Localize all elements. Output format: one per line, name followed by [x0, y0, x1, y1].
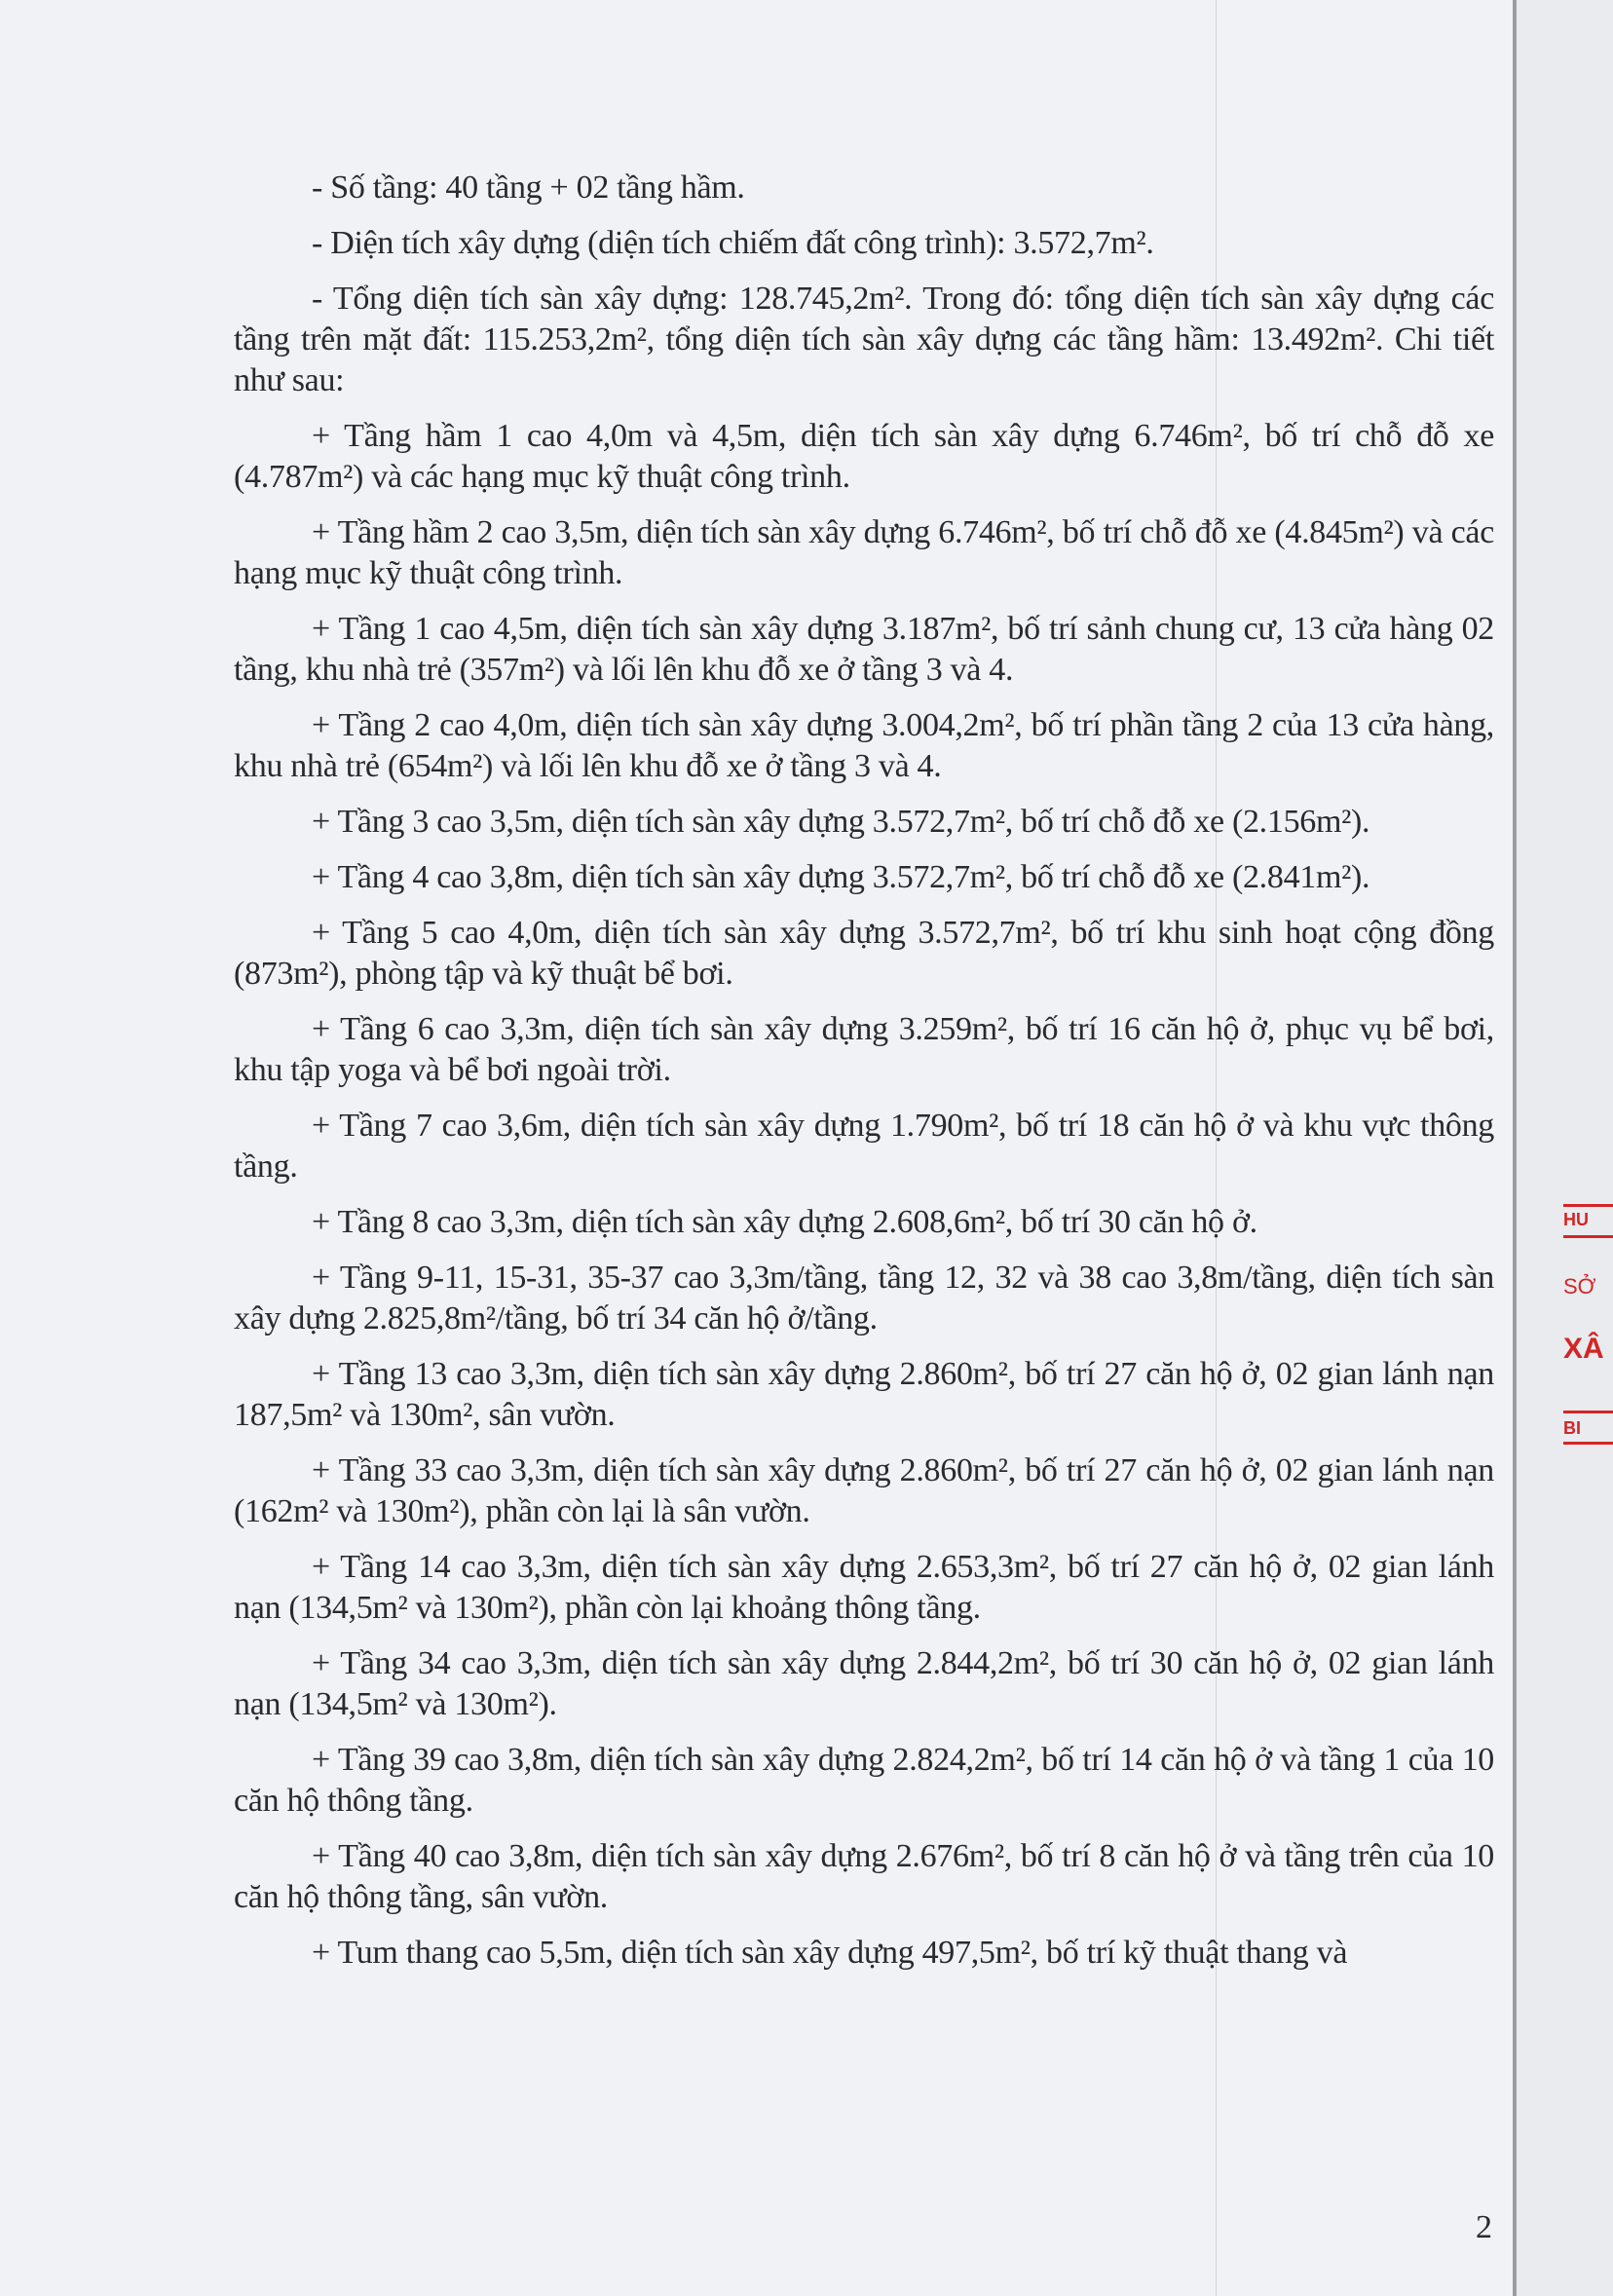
paragraph: + Tầng 33 cao 3,3m, diện tích sàn xây dựng 2.860m², bố trí 27 căn hộ ở, 02 gian lánh nạn (162m² và 130m²), phần còn lại là sân vườn.	[234, 1452, 1494, 1529]
paragraph: + Tầng 4 cao 3,8m, diện tích sàn xây dựng 3.572,7m², bố trí chỗ đỗ xe (2.841m²).	[312, 859, 1370, 895]
paragraph: - Số tầng: 40 tầng + 02 tầng hầm.	[312, 169, 745, 206]
paragraph: + Tầng 39 cao 3,8m, diện tích sàn xây dựng 2.824,2m², bố trí 14 căn hộ ở và tầng 1 của 10 căn hộ thông tầng.	[234, 1742, 1494, 1819]
page-number: 2	[1476, 2209, 1492, 2245]
paragraph: + Tầng 34 cao 3,3m, diện tích sàn xây dựng 2.844,2m², bố trí 30 căn hộ ở, 02 gian lánh nạn (134,5m² và 130m²).	[234, 1645, 1494, 1722]
paragraph: + Tầng 13 cao 3,3m, diện tích sàn xây dựng 2.860m², bố trí 27 căn hộ ở, 02 gian lánh nạn 187,5m² và 130m², sân vườn.	[234, 1356, 1494, 1433]
red-stamp	[1563, 1196, 1613, 1449]
paragraph: + Tầng 3 cao 3,5m, diện tích sàn xây dựng 3.572,7m², bố trí chỗ đỗ xe (2.156m²).	[312, 804, 1370, 840]
stamp-text: SỞ	[1563, 1274, 1596, 1299]
paragraph: - Tổng diện tích sàn xây dựng: 128.745,2m². Trong đó: tổng diện tích sàn xây dựng các tầng trên mặt đất: 115.253,2m², tổng diện tích sàn xây dựng các tầng hầm: 13.492m². Chi tiết như sau:	[234, 281, 1494, 398]
stamp-text: XÂ	[1563, 1333, 1604, 1365]
paragraph: + Tầng 8 cao 3,3m, diện tích sàn xây dựng 2.608,6m², bố trí 30 căn hộ ở.	[312, 1204, 1257, 1240]
document-body	[234, 168, 1494, 1988]
paragraph: + Tum thang cao 5,5m, diện tích sàn xây dựng 497,5m², bố trí kỹ thuật thang và	[312, 1935, 1348, 1971]
paragraph: + Tầng 2 cao 4,0m, diện tích sàn xây dựng 3.004,2m², bố trí phần tầng 2 của 13 cửa hàng, khu nhà trẻ (654m²) và lối lên khu đỗ xe ở tầng 3 và 4.	[234, 707, 1494, 784]
paragraph: - Diện tích xây dựng (diện tích chiếm đất công trình): 3.572,7m².	[312, 225, 1154, 261]
paragraph: + Tầng 14 cao 3,3m, diện tích sàn xây dựng 2.653,3m², bố trí 27 căn hộ ở, 02 gian lánh nạn (134,5m² và 130m²), phần còn lại khoảng thông tầng.	[234, 1549, 1494, 1626]
stamp-text: HU	[1563, 1210, 1589, 1229]
paragraph: + Tầng hầm 2 cao 3,5m, diện tích sàn xây dựng 6.746m², bố trí chỗ đỗ xe (4.845m²) và các hạng mục kỹ thuật công trình.	[234, 514, 1494, 591]
paragraph: + Tầng 9-11, 15-31, 35-37 cao 3,3m/tầng, tầng 12, 32 và 38 cao 3,8m/tầng, diện tích sàn xây dựng 2.825,8m²/tầng, bố trí 34 căn hộ ở/tầng.	[234, 1260, 1494, 1336]
stamp-text: BI	[1563, 1418, 1581, 1438]
paragraph: + Tầng hầm 1 cao 4,0m và 4,5m, diện tích sàn xây dựng 6.746m², bố trí chỗ đỗ xe (4.787m²) và các hạng mục kỹ thuật công trình.	[234, 418, 1494, 495]
paragraph: + Tầng 5 cao 4,0m, diện tích sàn xây dựng 3.572,7m², bố trí khu sinh hoạt cộng đồng (873m²), phòng tập và kỹ thuật bể bơi.	[234, 915, 1494, 992]
scan-margin	[1517, 0, 1613, 2296]
paragraph: + Tầng 7 cao 3,6m, diện tích sàn xây dựng 1.790m², bố trí 18 căn hộ ở và khu vực thông tầng.	[234, 1108, 1494, 1185]
paragraph: + Tầng 40 cao 3,8m, diện tích sàn xây dựng 2.676m², bố trí 8 căn hộ ở và tầng trên của 10 căn hộ thông tầng, sân vườn.	[234, 1838, 1494, 1915]
paragraph: + Tầng 1 cao 4,5m, diện tích sàn xây dựng 3.187m², bố trí sảnh chung cư, 13 cửa hàng 02 tầng, khu nhà trẻ (357m²) và lối lên khu đỗ xe ở tầng 3 và 4.	[234, 611, 1494, 688]
paragraph: + Tầng 6 cao 3,3m, diện tích sàn xây dựng 3.259m², bố trí 16 căn hộ ở, phục vụ bể bơi, khu tập yoga và bể bơi ngoài trời.	[234, 1011, 1494, 1088]
